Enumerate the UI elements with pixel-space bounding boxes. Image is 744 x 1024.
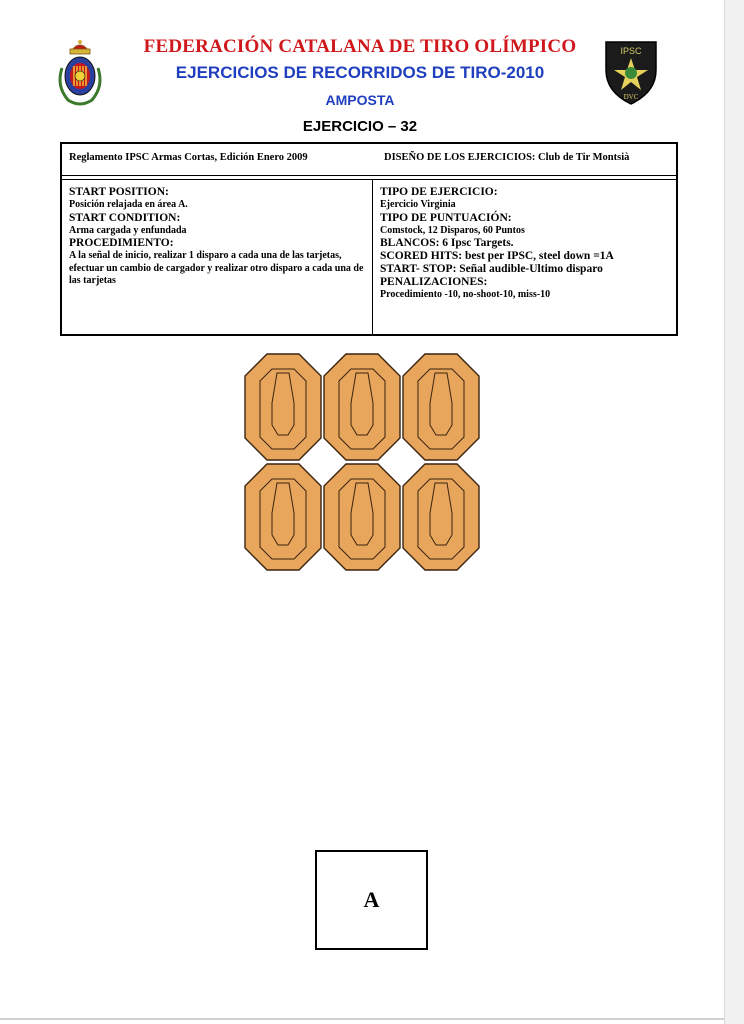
ipsc-target xyxy=(245,354,321,460)
location-title: AMPOSTA xyxy=(325,92,395,108)
start-position-value: Posición relajada en área A. xyxy=(69,199,188,210)
ipsc-target xyxy=(324,354,400,460)
series-title: EJERCICIOS DE RECORRIDOS DE TIRO-2010 xyxy=(175,63,545,82)
start-position-label: START POSITION: xyxy=(69,186,169,198)
table-column-divider xyxy=(372,179,373,334)
svg-text:DVC: DVC xyxy=(623,93,639,101)
start-area-label: A xyxy=(363,887,380,912)
exercise-type-label: TIPO DE EJERCICIO: xyxy=(380,186,498,198)
ipsc-target xyxy=(403,354,479,460)
ipsc-target xyxy=(403,464,479,570)
page-bottom-edge xyxy=(0,1018,724,1020)
ipsc-target xyxy=(324,464,400,570)
exercise-info-table xyxy=(60,142,678,336)
scoring-type-label: TIPO DE PUNTUACIÓN: xyxy=(380,211,512,224)
table-divider-top-double xyxy=(62,179,676,180)
scoring-type-value: Comstock, 12 Disparos, 60 Puntos xyxy=(380,224,525,236)
federation-crest-logo xyxy=(52,38,108,110)
right-column xyxy=(380,186,674,302)
penalties-label: PENALIZACIONES: xyxy=(380,276,488,288)
left-column xyxy=(69,186,367,288)
targets-info: BLANCOS: 6 Ipsc Targets. xyxy=(380,237,514,249)
scored-hits-info: SCORED HITS: best per IPSC, steel down =1A xyxy=(380,250,614,262)
page-edge xyxy=(724,0,744,1024)
start-area-box xyxy=(315,850,428,950)
start-stop-info: START- STOP: Señal audible-Ultimo disparo xyxy=(380,263,603,275)
exercise-title: EJERCICIO – 32 xyxy=(302,118,418,135)
start-condition-value: Arma cargada y enfundada xyxy=(69,224,187,236)
regulation-text: Reglamento IPSC Armas Cortas, Edición Enero 2009 xyxy=(69,152,308,163)
exercise-type-value: Ejercicio Virginia xyxy=(380,199,456,210)
designer-text: DISEÑO DE LOS EJERCICIOS: Club de Tir Montsià xyxy=(384,152,630,163)
ipsc-target xyxy=(245,464,321,570)
ipsc-shield-logo xyxy=(604,40,658,106)
procedure-value: A la señal de inicio, realizar 1 disparo a cada una de las tarjetas, efectuar un cambio de cargador y realizar otro disparo a cada una de las tarjetas xyxy=(69,250,364,286)
procedure-label: PROCEDIMIENTO: xyxy=(69,237,174,249)
federation-title: FEDERACIÓN CATALANA DE TIRO OLÍMPICO xyxy=(143,36,577,57)
ipsc-logo-text: IPSC xyxy=(620,46,642,56)
ipsc-targets-array xyxy=(244,353,480,573)
table-divider-top xyxy=(62,175,676,176)
penalties-value: Procedimiento -10, no-shoot-10, miss-10 xyxy=(380,289,551,300)
start-condition-label: START CONDITION: xyxy=(69,211,181,224)
